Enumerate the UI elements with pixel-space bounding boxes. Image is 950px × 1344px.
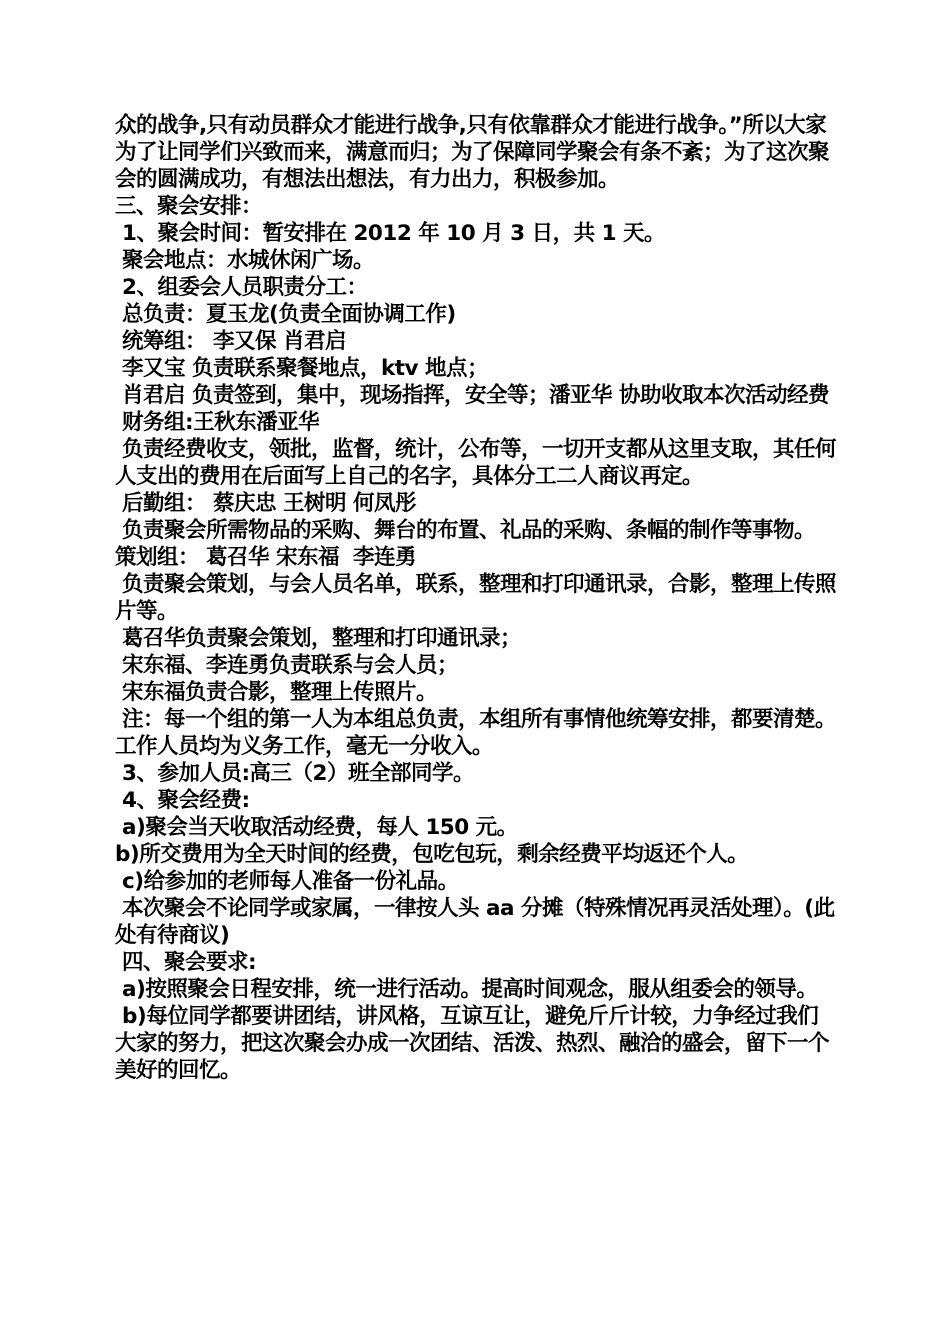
item-planning-duty-1: 葛召华负责聚会策划，整理和打印通讯录； bbox=[115, 626, 522, 651]
item-general-lead: 总负责：夏玉龙(负责全面协调工作) bbox=[115, 302, 456, 327]
item-logistics-group: 后勤组： 蔡庆忠 王树明 何凤彤 bbox=[115, 491, 416, 516]
item-requirement-b: b)每位同学都要讲团结，讲风格，互谅互让，避免斤斤计较，力争经过我们大家的努力，把这次聚会办成一次团结、活泼、热烈、融洽的盛会，留下一个美好的回忆。 bbox=[115, 1004, 830, 1083]
item-coordination-duty-1: 李又宝 负责联系聚餐地点，ktv 地点； bbox=[115, 356, 489, 381]
item-meeting-place: 聚会地点：水城休闲广场。 bbox=[115, 248, 375, 273]
item-note: 注：每一个组的第一人为本组总负责，本组所有事情他统筹安排，都要清楚。 工作人员均为义务工作，毫无一分收入。 bbox=[115, 707, 844, 759]
item-committee-duties: 2、组委会人员职责分工： bbox=[115, 275, 368, 300]
item-logistics-duty: 负责聚会所需物品的采购、舞台的布置、礼品的采购、条幅的制作等事物。 策划组： 葛召华 宋东福 李连勇 bbox=[115, 518, 823, 570]
item-funding-a: a)聚会当天收取活动经费，每人 150 元。 bbox=[115, 815, 518, 840]
item-finance-group: 财务组:王秋东潘亚华 bbox=[115, 410, 320, 435]
item-coordination-group: 统筹组： 李又保 肖君启 bbox=[115, 329, 346, 354]
paragraph-intro: 众的战争,只有动员群众才能进行战争,只有依靠群众才能进行战争。”所以大家为了让同学们兴致而来，满意而归；为了保障同学聚会有条不紊；为了这次聚会的圆满成功，有想法出想法，有力出力，积极参加。 bbox=[115, 113, 830, 192]
item-funding-heading: 4、聚会经费: bbox=[115, 788, 250, 813]
item-finance-duty: 负责经费收支，领批，监督，统计，公布等，一切开支都从这里支取，其任何人支出的费用在后面写上自己的名字，具体分工二人商议再定。 bbox=[115, 437, 837, 489]
section-heading-requirements: 四、聚会要求: bbox=[115, 950, 257, 975]
document-body bbox=[115, 112, 844, 1084]
item-funding-b: b)所交费用为全天时间的经费，包吃包玩，剩余经费平均返还个人。 bbox=[115, 842, 749, 867]
item-funding-c: c)给参加的老师每人准备一份礼品。 bbox=[115, 869, 459, 894]
item-requirement-a: a)按照聚会日程安排，统一进行活动。提高时间观念，服从组委会的领导。 bbox=[115, 977, 818, 1002]
item-planning-duty-2: 宋东福、李连勇负责联系与会人员； bbox=[115, 653, 459, 678]
item-funding-note: 本次聚会不论同学或家属，一律按人头 aa 分摊（特殊情况再灵活处理）。(此处有待商议) bbox=[115, 896, 835, 948]
item-coordination-duty-2: 肖君启 负责签到，集中，现场指挥，安全等；潘亚华 协助收取本次活动经费 bbox=[115, 383, 829, 408]
section-heading-arrangement: 三、聚会安排： bbox=[115, 194, 263, 219]
item-planning-duty-3: 宋东福负责合影，整理上传照片。 bbox=[115, 680, 438, 705]
item-planning-duty: 负责聚会策划，与会人员名单，联系，整理和打印通讯录，合影，整理上传照片等。 bbox=[115, 572, 837, 624]
item-participants: 3、参加人员:高三（2）班全部同学。 bbox=[115, 761, 475, 786]
item-meeting-time: 1、聚会时间：暂安排在 2012 年 10 月 3 日，共 1 天。 bbox=[115, 221, 666, 246]
